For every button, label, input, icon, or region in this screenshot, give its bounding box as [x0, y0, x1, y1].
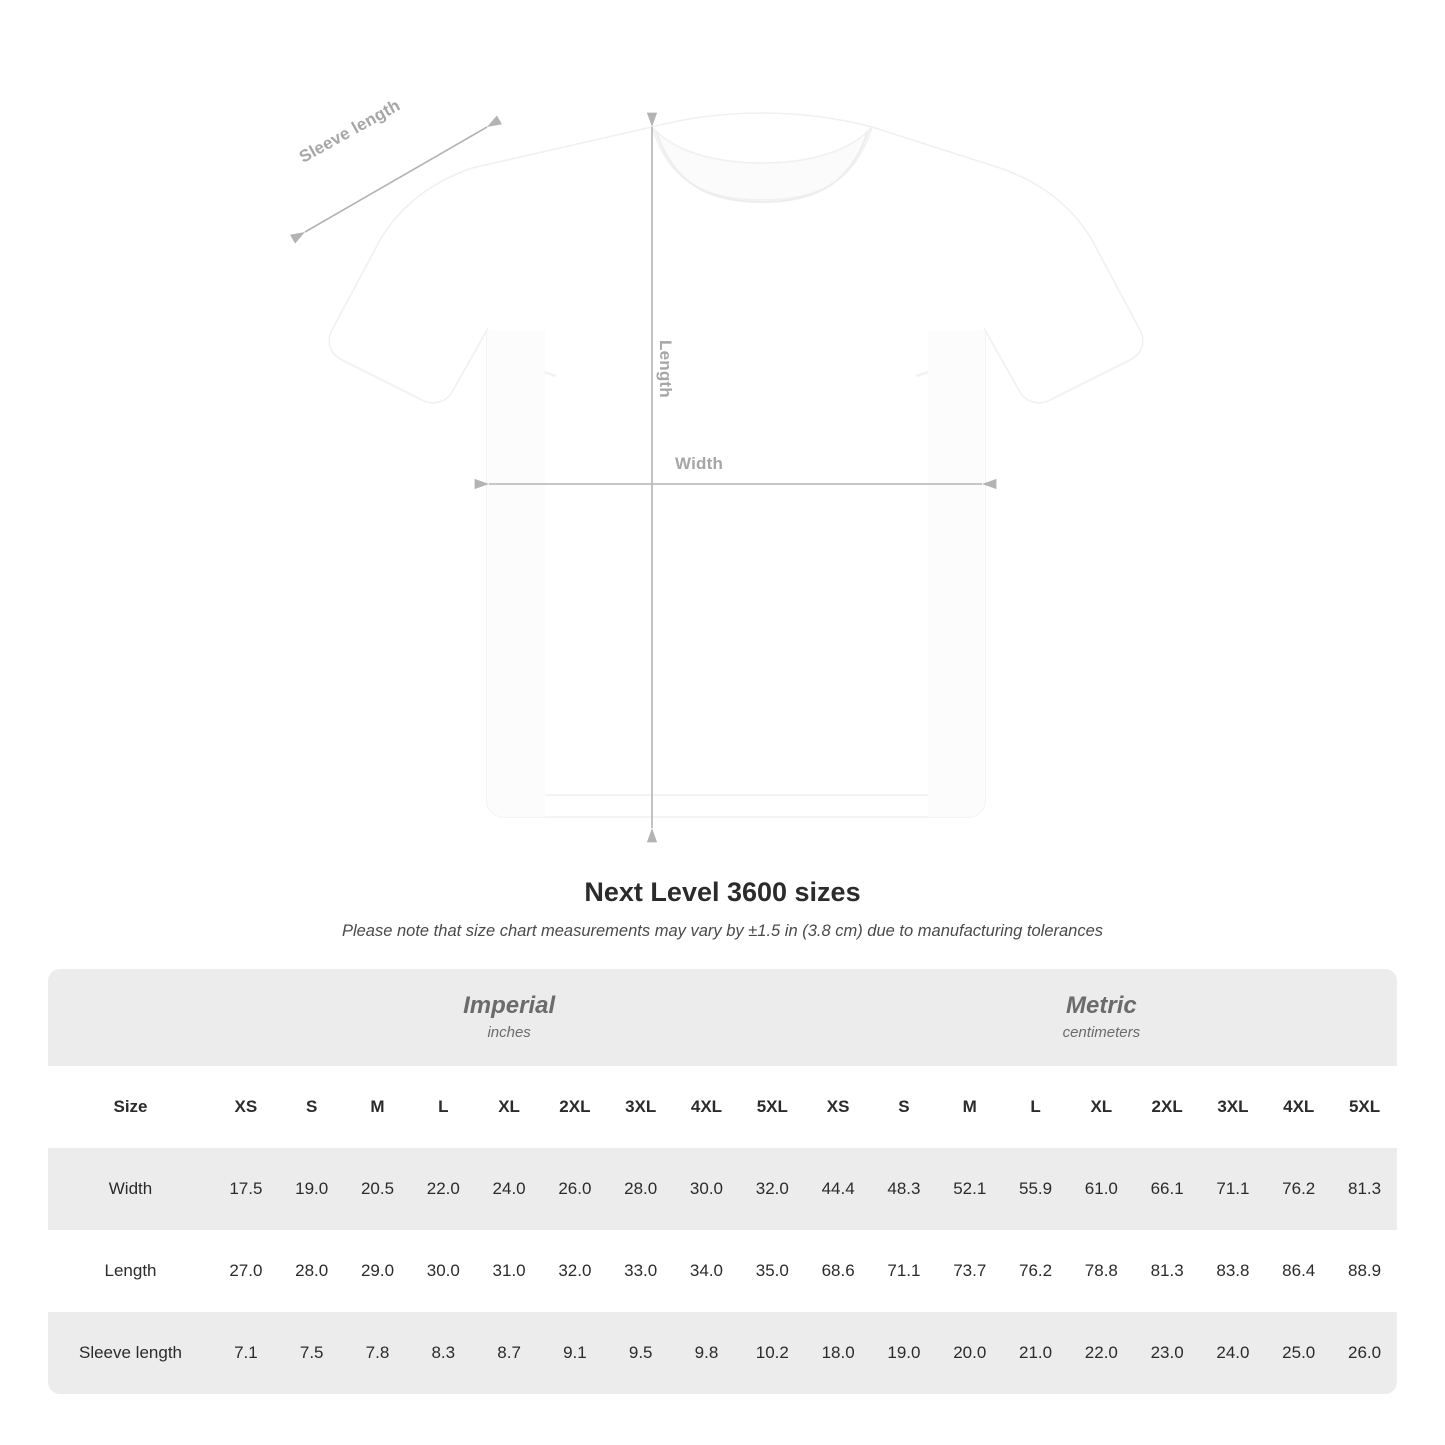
- cell: 32.0: [739, 1148, 805, 1230]
- size-col-imperial-l: L: [410, 1066, 476, 1148]
- cell: 10.2: [739, 1312, 805, 1394]
- cell: 31.0: [476, 1230, 542, 1312]
- cell: 24.0: [476, 1148, 542, 1230]
- size-col-imperial-4xl: 4XL: [674, 1066, 740, 1148]
- cell: 35.0: [739, 1230, 805, 1312]
- size-col-metric-3xl: 3XL: [1200, 1066, 1266, 1148]
- unit-group-imperial-unit: inches: [487, 1023, 531, 1041]
- cell: 29.0: [345, 1230, 411, 1312]
- size-col-metric-2xl: 2XL: [1134, 1066, 1200, 1148]
- cell: 20.5: [345, 1148, 411, 1230]
- size-table: [48, 969, 1397, 1394]
- cell: 88.9: [1332, 1230, 1398, 1312]
- cell: 71.1: [871, 1230, 937, 1312]
- cell: 30.0: [410, 1230, 476, 1312]
- size-col-metric-5xl: 5XL: [1332, 1066, 1398, 1148]
- row-label-length: Length: [48, 1230, 213, 1312]
- cell: 23.0: [1134, 1312, 1200, 1394]
- cell: 8.3: [410, 1312, 476, 1394]
- cell: 24.0: [1200, 1312, 1266, 1394]
- size-col-metric-l: L: [1003, 1066, 1069, 1148]
- sleeve-length-label: Sleeve length: [296, 95, 404, 167]
- cell: 52.1: [937, 1148, 1003, 1230]
- cell: 76.2: [1266, 1148, 1332, 1230]
- size-col-imperial-xl: XL: [476, 1066, 542, 1148]
- cell: 19.0: [871, 1312, 937, 1394]
- cell: 81.3: [1332, 1148, 1398, 1230]
- table-row: [48, 1230, 1397, 1312]
- row-label-width: Width: [48, 1148, 213, 1230]
- cell: 86.4: [1266, 1230, 1332, 1312]
- title-block: [0, 877, 1445, 941]
- cell: 7.8: [345, 1312, 411, 1394]
- cell: 55.9: [1003, 1148, 1069, 1230]
- cell: 18.0: [805, 1312, 871, 1394]
- cell: 9.1: [542, 1312, 608, 1394]
- size-col-imperial-5xl: 5XL: [739, 1066, 805, 1148]
- cell: 30.0: [674, 1148, 740, 1230]
- cell: 33.0: [608, 1230, 674, 1312]
- cell: 34.0: [674, 1230, 740, 1312]
- size-col-metric-s: S: [871, 1066, 937, 1148]
- size-col-metric-xs: XS: [805, 1066, 871, 1148]
- cell: 27.0: [213, 1230, 279, 1312]
- size-col-imperial-xs: XS: [213, 1066, 279, 1148]
- unit-header-row: [48, 969, 1397, 1066]
- table-row: [48, 1148, 1397, 1230]
- cell: 17.5: [213, 1148, 279, 1230]
- cell: 44.4: [805, 1148, 871, 1230]
- cell: 21.0: [1003, 1312, 1069, 1394]
- cell: 81.3: [1134, 1230, 1200, 1312]
- cell: 68.6: [805, 1230, 871, 1312]
- cell: 28.0: [608, 1148, 674, 1230]
- cell: 26.0: [542, 1148, 608, 1230]
- cell: 73.7: [937, 1230, 1003, 1312]
- size-col-imperial-3xl: 3XL: [608, 1066, 674, 1148]
- cell: 28.0: [279, 1230, 345, 1312]
- cell: 9.8: [674, 1312, 740, 1394]
- size-col-imperial-2xl: 2XL: [542, 1066, 608, 1148]
- cell: 32.0: [542, 1230, 608, 1312]
- cell: 61.0: [1068, 1148, 1134, 1230]
- cell: 9.5: [608, 1312, 674, 1394]
- cell: 66.1: [1134, 1148, 1200, 1230]
- width-label: Width: [675, 454, 724, 473]
- cell: 22.0: [1068, 1312, 1134, 1394]
- unit-header-spacer: [48, 969, 213, 1066]
- unit-group-metric-unit: centimeters: [1062, 1023, 1141, 1041]
- unit-group-metric-title: Metric: [1066, 991, 1137, 1019]
- tolerance-note: Please note that size chart measurements may vary by ±1.5 in (3.8 cm) due to manufacturing tolerances: [341, 922, 1104, 940]
- size-col-imperial-m: M: [345, 1066, 411, 1148]
- cell: 83.8: [1200, 1230, 1266, 1312]
- cell: 78.8: [1068, 1230, 1134, 1312]
- cell: 48.3: [871, 1148, 937, 1230]
- cell: 26.0: [1332, 1312, 1398, 1394]
- unit-group-imperial: [213, 969, 805, 1066]
- table-row: [48, 1312, 1397, 1394]
- size-header-row: [48, 1066, 1397, 1148]
- unit-group-imperial-title: Imperial: [463, 991, 556, 1019]
- size-col-imperial-s: S: [279, 1066, 345, 1148]
- cell: 7.5: [279, 1312, 345, 1394]
- length-label: Length: [656, 340, 675, 398]
- page-title: Next Level 3600 sizes: [584, 877, 861, 907]
- cell: 20.0: [937, 1312, 1003, 1394]
- cell: 7.1: [213, 1312, 279, 1394]
- row-label-sleeve-length: Sleeve length: [48, 1312, 213, 1394]
- cell: 71.1: [1200, 1148, 1266, 1230]
- cell: 25.0: [1266, 1312, 1332, 1394]
- cell: 76.2: [1003, 1230, 1069, 1312]
- tshirt-shape: [329, 113, 1143, 817]
- size-col-metric-4xl: 4XL: [1266, 1066, 1332, 1148]
- size-header-label: Size: [48, 1066, 213, 1148]
- size-table-wrapper: [48, 969, 1397, 1394]
- size-col-metric-m: M: [937, 1066, 1003, 1148]
- cell: 19.0: [279, 1148, 345, 1230]
- cell: 22.0: [410, 1148, 476, 1230]
- size-col-metric-xl: XL: [1068, 1066, 1134, 1148]
- unit-group-metric: [805, 969, 1397, 1066]
- cell: 8.7: [476, 1312, 542, 1394]
